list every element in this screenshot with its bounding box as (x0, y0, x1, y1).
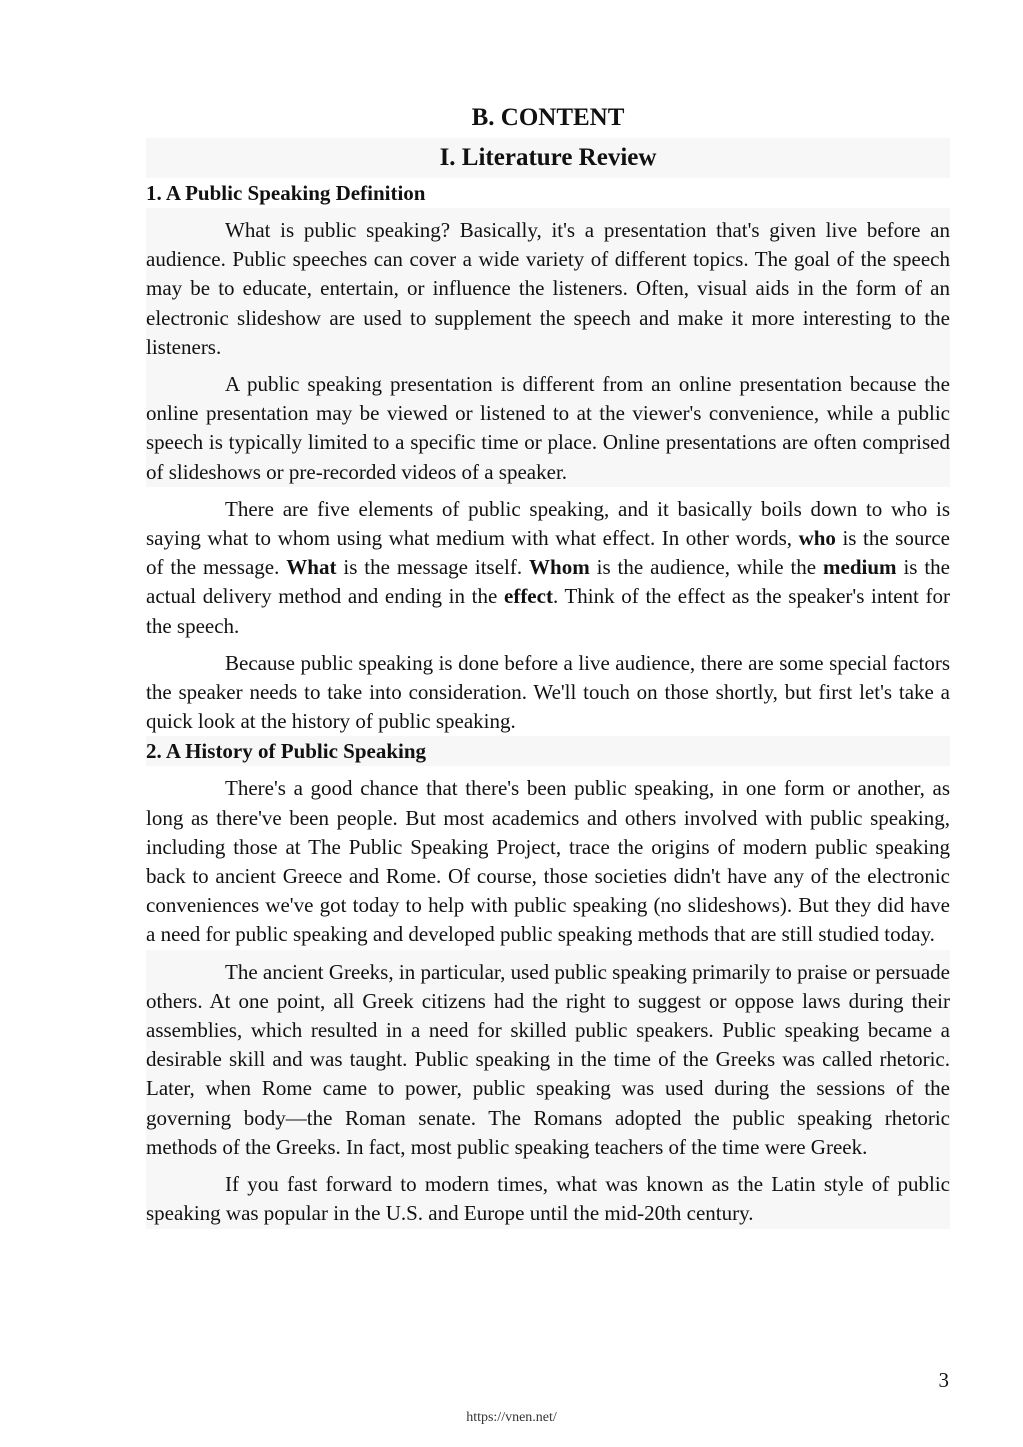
section-title-definition: 1. A Public Speaking Definition (146, 181, 426, 205)
bold-term: Whom (529, 555, 590, 580)
footer-url[interactable]: https://vnen.net/ (466, 1410, 557, 1425)
paragraph-five-elements: There are five elements of public speaking, and it basically boils down to who is saying what to whom using what medium with what effect. In other words, who is the source of the message. What is the message itself. Whom is the audience, while the medium is the actual delivery method and ending in the effect. Think of the effect as the speaker's intent for the speech. (146, 496, 951, 638)
paragraph: There's a good chance that there's been public speaking, in one form or another, as long as there've been people. But most academics and others involved with public speaking, including those at The Public Speaking Project, trace the origins of modern public speaking back to ancient Greece and Rome. Of course, those societies didn't have any of the electronic conveniences we've got today to help with public speaking (no slideshows). But they did have a need for public speaking and developed public speaking methods that are still studied today. (146, 776, 950, 947)
heading-literature-review: I. Literature Review (146, 138, 950, 178)
bold-term: who (798, 526, 836, 551)
document-page (146, 98, 950, 1229)
paragraph: If you fast forward to modern times, what was known as the Latin style of public speaking was popular in the U.S. and Europe until the mid-20th century. (146, 1162, 950, 1228)
heading-content: B. CONTENT (471, 104, 625, 131)
section-title-history: 2. A History of Public Speaking (146, 736, 950, 766)
paragraph: Because public speaking is done before a live audience, there are some special factors the speaker needs to take into consideration. We'll touch on those shortly, but first let's take a quick look at the history of public speaking. (146, 650, 950, 734)
bold-term: What (286, 555, 337, 580)
page-number: 3 (938, 1368, 949, 1392)
paragraph: What is public speaking? Basically, it's a presentation that's given live before an audience. Public speeches can cover a wide variety of different topics. The goal of the speech may be to educate, entertain, or influence the listeners. Often, visual aids in the form of an electronic slideshow are used to supplement the speech and make it more interesting to the listeners. (146, 208, 950, 362)
paragraph: The ancient Greeks, in particular, used public speaking primarily to praise or persuade others. At one point, all Greek citizens had the right to suggest or oppose laws during their assemblies, which resulted in a need for skilled public speakers. Public speaking became a desirable skill and was taught. Public speaking in the time of the Greeks was called rhetoric. Later, when Rome came to power, public speaking was used during the sessions of the governing body—the Roman senate. The Romans adopted the public speaking rhetoric methods of the Greeks. In fact, most public speaking teachers of the time were Greek. (146, 950, 950, 1162)
paragraph: A public speaking presentation is different from an online presentation because the online presentation may be viewed or listened to at the viewer's convenience, while a public speech is typically limited to a specific time or place. Online presentations are often comprised of slideshows or pre-recorded videos of a speaker. (146, 362, 950, 487)
bold-term: effect (504, 584, 553, 609)
bold-term: medium (823, 555, 897, 580)
